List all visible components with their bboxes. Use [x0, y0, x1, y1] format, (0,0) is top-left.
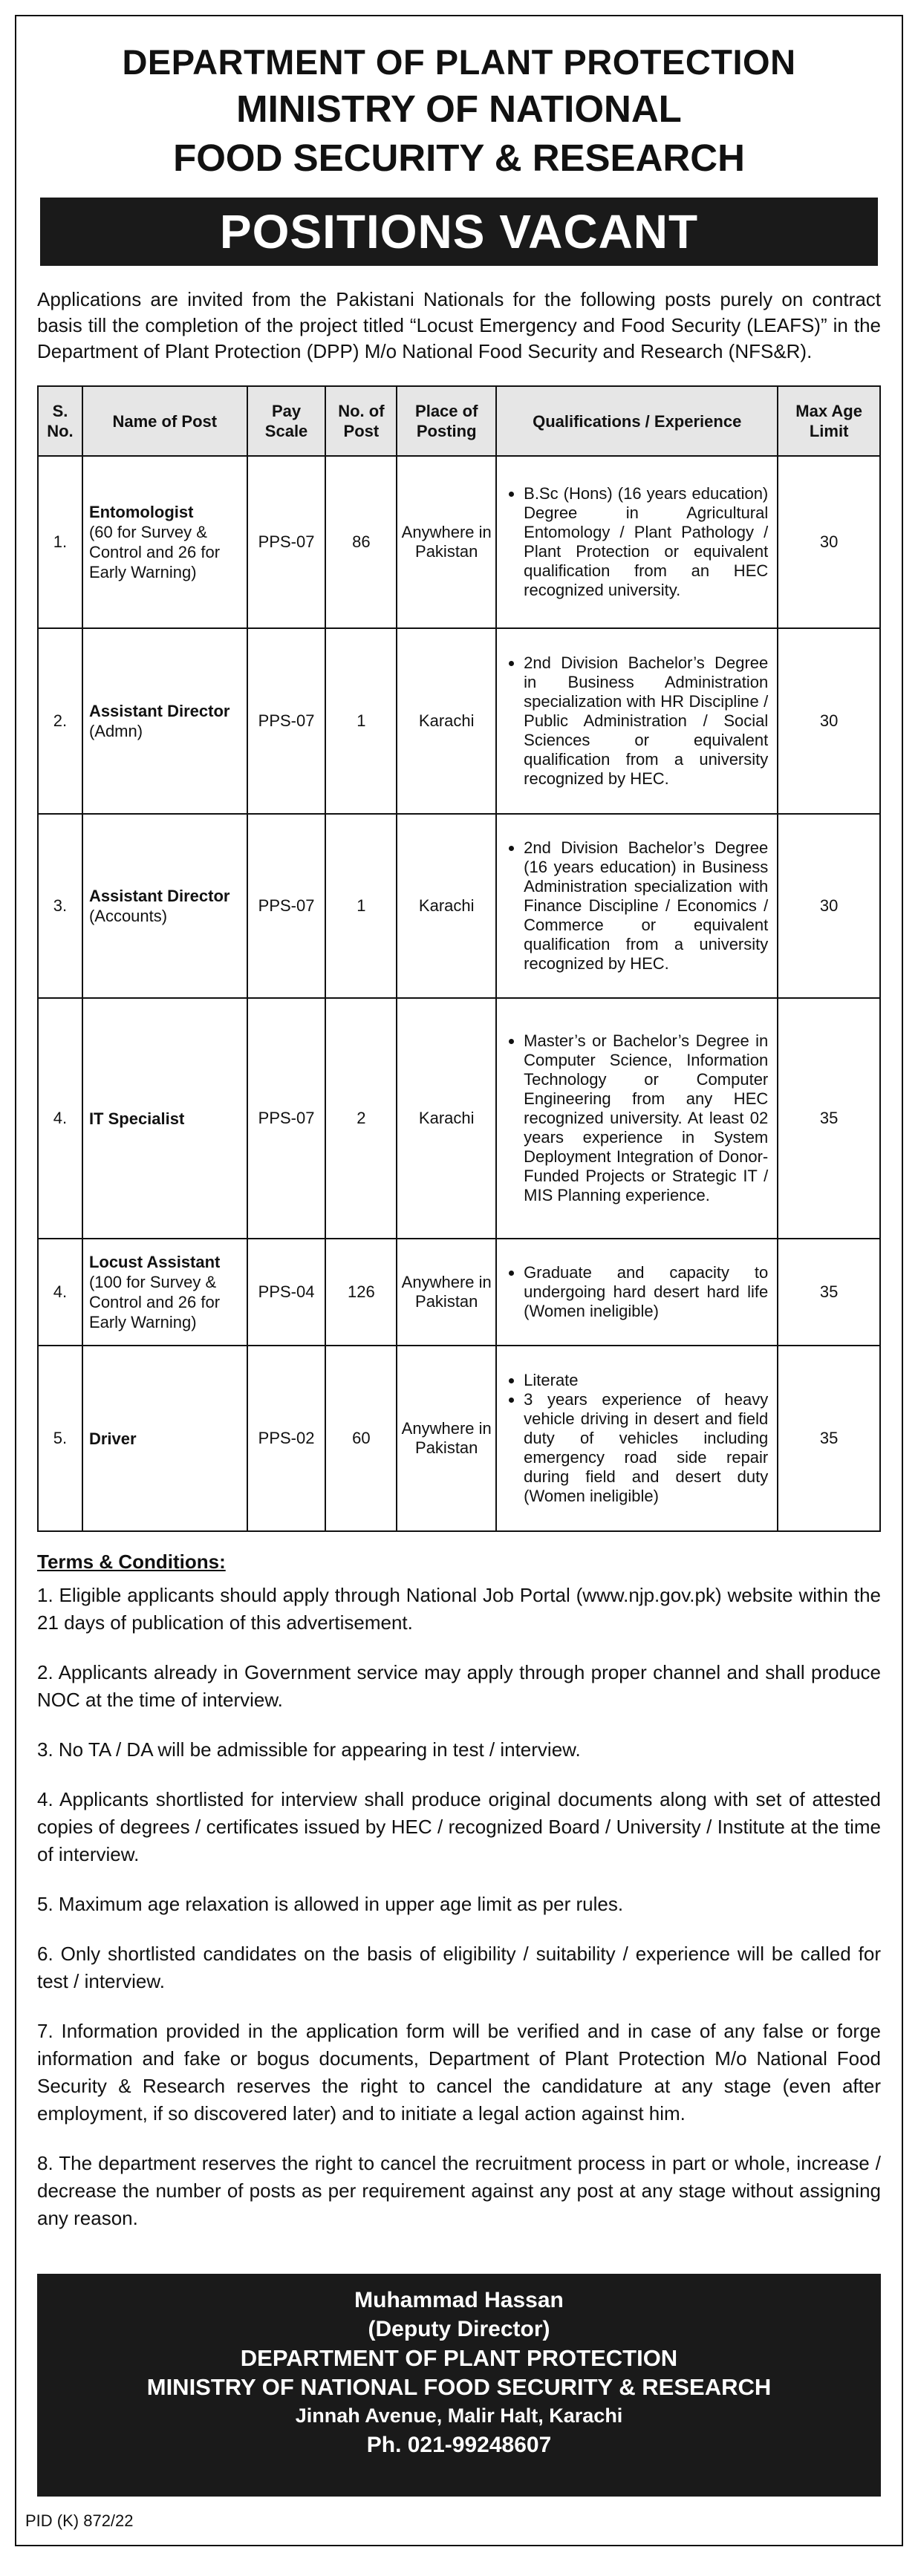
table-row	[38, 456, 880, 628]
positions-table	[37, 385, 881, 1532]
terms-title: Terms & Conditions:	[37, 1551, 226, 1573]
post-title: Assistant Director	[88, 887, 230, 905]
row-pay-scale: PPS-07	[247, 814, 326, 998]
row-post-count: 60	[325, 1346, 397, 1531]
intro-paragraph: Applications are invited from the Pakistani Nationals for the following posts purely on contract basis till the completion of the project titled “Locust Emergency and Food Security (LEAFS)” in the Department of Plant Protection (DPP) M/o National Food Security and Research (NFS&R).	[37, 288, 881, 362]
post-title: Driver	[88, 1429, 137, 1448]
col-header-pay: Pay Scale	[247, 386, 326, 456]
qualification-item: • 2nd Division Bachelor’s Degree in Business Administration specialization with HR Discipline / Public Administration / Social Sciences or equivalent qualification from a university recognized by HEC.	[524, 653, 768, 789]
table-row	[38, 1239, 880, 1346]
row-max-age: 30	[778, 628, 880, 814]
col-header-sno: S. No.	[38, 386, 82, 456]
term-item: 5. Maximum age relaxation is allowed in upper age limit as per rules.	[37, 1893, 624, 1915]
row-place: Karachi	[397, 998, 496, 1239]
post-title: Entomologist	[88, 503, 194, 521]
row-qualifications	[496, 456, 778, 628]
row-max-age: 35	[778, 998, 880, 1239]
row-sno: 4.	[38, 998, 82, 1239]
row-post-name	[82, 628, 247, 814]
qualification-item: • B.Sc (Hons) (16 years education) Degree in Agricultural Entomology / Plant Pathology / Plant Protection or equivalent qualification from an HEC recognized university.	[524, 484, 768, 600]
pid-number: PID (K) 872/22	[25, 2511, 134, 2530]
term-item: 6. Only shortlisted candidates on the basis of eligibility / suitability / experience will be called for test / interview.	[37, 1943, 881, 1992]
row-qualifications	[496, 998, 778, 1239]
row-sno: 3.	[38, 814, 82, 998]
ministry-title-line2: FOOD SECURITY & RESEARCH	[173, 137, 745, 179]
contact-footer	[37, 2274, 881, 2497]
ministry-title-line1: MINISTRY OF NATIONAL	[236, 88, 682, 130]
qualification-item: • 3 years experience of heavy vehicle driving in desert and field duty of vehicles including emergency road side repair during field and desert duty (Women ineligible)	[524, 1390, 768, 1506]
row-post-name	[82, 998, 247, 1239]
col-header-qualifications: Qualifications / Experience	[496, 386, 778, 456]
footer-department: DEPARTMENT OF PLANT PROTECTION	[240, 2345, 678, 2371]
post-subtitle: (Accounts)	[88, 907, 168, 925]
signatory-designation: (Deputy Director)	[368, 2317, 550, 2341]
post-subtitle: (100 for Survey & Control and 26 for Early Warning)	[88, 1273, 221, 1331]
post-title: Assistant Director	[88, 702, 230, 720]
col-header-age: Max Age Limit	[778, 386, 880, 456]
table-row	[38, 628, 880, 814]
table-header	[38, 386, 880, 456]
footer-address: Jinnah Avenue, Malir Halt, Karachi	[295, 2404, 623, 2427]
post-subtitle: (Admn)	[88, 722, 143, 740]
term-item: 4. Applicants shortlisted for interview shall produce original documents along with set of attested copies of degrees / certificates issued by HEC / recognized Board / University / Institute at the time of interview.	[37, 1788, 881, 1865]
row-sno: 1.	[38, 456, 82, 628]
col-header-place: Place of Posting	[397, 386, 496, 456]
term-item: 7. Information provided in the application form will be verified and in case of any false or forge information and fake or bogus documents, Department of Plant Protection M/o National Food Security & Research reserves the right to cancel the candidature at any stage (even after employment, if so discovered later) and to initiate a legal action against him.	[37, 2020, 881, 2125]
post-title: IT Specialist	[88, 1109, 185, 1128]
row-max-age: 30	[778, 814, 880, 998]
row-max-age: 35	[778, 1239, 880, 1346]
row-max-age: 35	[778, 1346, 880, 1531]
advertisement-page	[15, 15, 903, 2546]
row-post-count: 86	[325, 456, 397, 628]
term-item: 8. The department reserves the right to cancel the recruitment process in part or whole, increase / decrease the number of posts as per requirement against any post at any stage without assigning any reason.	[37, 2152, 881, 2229]
table-row	[38, 814, 880, 998]
row-post-count: 1	[325, 814, 397, 998]
row-post-name	[82, 1239, 247, 1346]
department-title: DEPARTMENT OF PLANT PROTECTION	[122, 42, 796, 82]
row-post-name	[82, 1346, 247, 1531]
row-post-name	[82, 456, 247, 628]
footer-ministry: MINISTRY OF NATIONAL FOOD SECURITY & RESEARCH	[146, 2374, 772, 2400]
signatory-name: Muhammad Hassan	[354, 2288, 564, 2312]
row-sno: 2.	[38, 628, 82, 814]
row-pay-scale: PPS-04	[247, 1239, 326, 1346]
footer-phone: Ph. 021-99248607	[366, 2433, 552, 2457]
col-header-name: Name of Post	[82, 386, 247, 456]
row-place: Anywhere in Pakistan	[397, 1346, 496, 1531]
col-header-count: No. of Post	[325, 386, 397, 456]
term-item: 2. Applicants already in Government service may apply through proper channel and shall produce NOC at the time of interview.	[37, 1661, 881, 1711]
row-qualifications	[496, 1346, 778, 1531]
terms-section	[37, 1548, 881, 2232]
post-subtitle: (60 for Survey & Control and 26 for Early Warning)	[88, 523, 221, 581]
row-pay-scale: PPS-07	[247, 456, 326, 628]
table-row	[38, 998, 880, 1239]
row-sno: 4.	[38, 1239, 82, 1346]
row-place: Karachi	[397, 814, 496, 998]
row-qualifications	[496, 628, 778, 814]
row-qualifications	[496, 1239, 778, 1346]
term-item: 1. Eligible applicants should apply through National Job Portal (www.njp.gov.pk) website within the 21 days of publication of this advertisement.	[37, 1584, 881, 1634]
row-post-count: 126	[325, 1239, 397, 1346]
row-sno: 5.	[38, 1346, 82, 1531]
qualification-item: • 2nd Division Bachelor’s Degree (16 years education) in Business Administration specialization with Finance Discipline / Economics / Commerce or equivalent qualification from a university recognized by HEC.	[524, 838, 768, 974]
post-title: Locust Assistant	[88, 1253, 221, 1271]
qualification-item: • Master’s or Bachelor’s Degree in Computer Science, Information Technology or Computer Engineering from any HEC recognized university. At least 02 years experience in System Deployment Integration of Donor-Funded Projects or Strategic IT / MIS Planning experience.	[524, 1031, 768, 1205]
row-pay-scale: PPS-07	[247, 998, 326, 1239]
row-pay-scale: PPS-07	[247, 628, 326, 814]
row-post-count: 2	[325, 998, 397, 1239]
row-max-age: 30	[778, 456, 880, 628]
qualification-item: • Literate	[524, 1371, 768, 1390]
row-post-name	[82, 814, 247, 998]
qualification-item: • Graduate and capacity to undergoing hard desert hard life (Women ineligible)	[524, 1263, 768, 1321]
row-qualifications	[496, 814, 778, 998]
header	[16, 16, 902, 183]
table-row	[38, 1346, 880, 1531]
row-place: Anywhere in Pakistan	[397, 456, 496, 628]
row-place: Karachi	[397, 628, 496, 814]
row-post-count: 1	[325, 628, 397, 814]
term-item: 3. No TA / DA will be admissible for appearing in test / interview.	[37, 1738, 581, 1761]
positions-vacant-banner: POSITIONS VACANT	[40, 198, 878, 266]
row-pay-scale: PPS-02	[247, 1346, 326, 1531]
row-place: Anywhere in Pakistan	[397, 1239, 496, 1346]
